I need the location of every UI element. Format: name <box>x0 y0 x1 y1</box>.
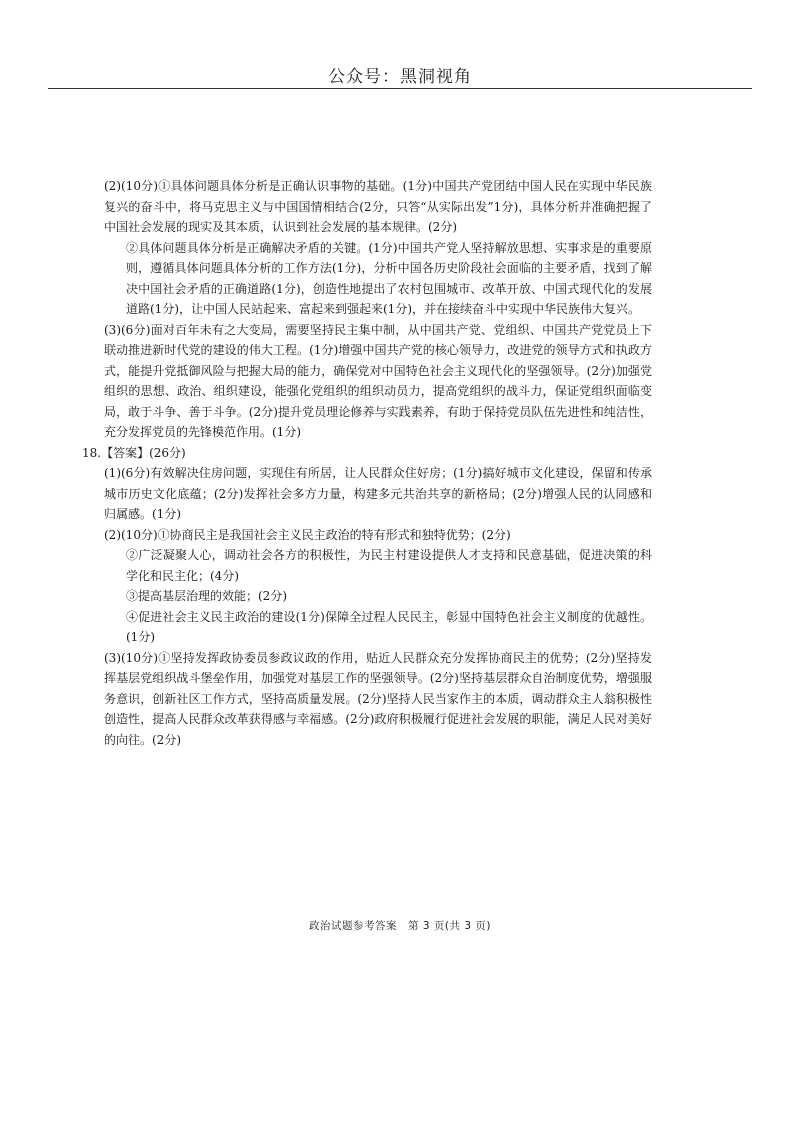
header-divider <box>48 88 752 89</box>
q18-answer-heading: 18.【答案】(26分) <box>82 445 186 460</box>
q18-part1: (1)(6分)有效解决住房问题，实现住有所居，让人民群众住好房；(1分)搞好城市文化建设，保留和传承城市历史文化底蕴；(2分)发挥社会多方力量，构建多元共治共享的新格局；(2分)增强人民的认同感和归属感。(1分) <box>104 466 652 521</box>
page-footer: 政治试题参考答案 第 3 页(共 3 页) <box>309 920 491 932</box>
q18-part2-item4: ④促进社会主义民主政治的建设(1分)保障全过程人民民主，彰显中国特色社会主义制度的优越性。(1分) <box>126 609 652 644</box>
q17-part2-para1: (2)(10分)①具体问题具体分析是正确认识事物的基础。(1分)中国共产党团结中国人民在实现中华民族复兴的奋斗中，将马克思主义与中国国情相结合(2分，只答“从实际出发”1分)，具体分析并准确把握了中国社会发展的现实及其本质，认识到社会发展的基本规律。(2分) <box>104 179 652 234</box>
answer-content <box>82 176 652 750</box>
q18-part2-item3: ③提高基层治理的效能；(2分) <box>126 589 287 603</box>
q18-part3: (3)(10分)①坚持发挥政协委员参政议政的作用，贴近人民群众充分发挥协商民主的优势；(2分)坚持发挥基层党组织战斗堡垒作用，加强党对基层工作的坚强领导。(2分)坚持基层群众自治制度优势，增强服务意识，创新社区工作方式，坚持高质量发展。(2分)坚持人民当家作主的本质，调动群众主人翁积极性创造性，提高人民群众改革获得感与幸福感。(2分)政府积极履行促进社会发展的职能，满足人民对美好的向往。(2分) <box>104 650 652 747</box>
q17-part2-para2: ②具体问题具体分析是正确解决矛盾的关键。(1分)中国共产党人坚持解放思想、实事求是的重要原则，遵循具体问题具体分析的工作方法(1分)，分析中国各历史阶段社会面临的主要矛盾，找到了解决中国社会矛盾的正确道路(1分)，创造性地提出了农村包围城市、改革开放、中国式现代化的发展道路(1分)，让中国人民站起来、富起来到强起来(1分)，并在接续奋斗中实现中华民族伟大复兴。 <box>126 240 652 316</box>
q18-part2-item1: (2)(10分)①协商民主是我国社会主义民主政治的特有形式和独特优势；(2分) <box>104 527 511 542</box>
header-title: 公众号：黑洞视角 <box>328 67 472 87</box>
q17-part3: (3)(6分)面对百年未有之大变局，需要坚持民主集中制，从中国共产党、党组织、中国共产党党员上下联动推进新时代党的建设的伟大工程。(1分)增强中国共产党的核心领导力，改进党的领导方式和执政方式，能提升党抵御风险与把握大局的能力，确保党对中国特色社会主义现代化的坚强领导。(2分)加强党组织的思想、政治、组织建设，能强化党组织的组织动员力，提高党组织的战斗力，保证党组织面临变局，敢于斗争、善于斗争。(2分)提升党员理论修养与实践素养，有助于保持党员队伍先进性和纯洁性，充分发挥党员的先锋模范作用。(1分) <box>104 322 652 439</box>
q18-part2-item2: ②广泛凝聚人心，调动社会各方的积极性，为民主村建设提供人才支持和民意基础，促进决策的科学化和民主化；(4分) <box>126 548 652 583</box>
